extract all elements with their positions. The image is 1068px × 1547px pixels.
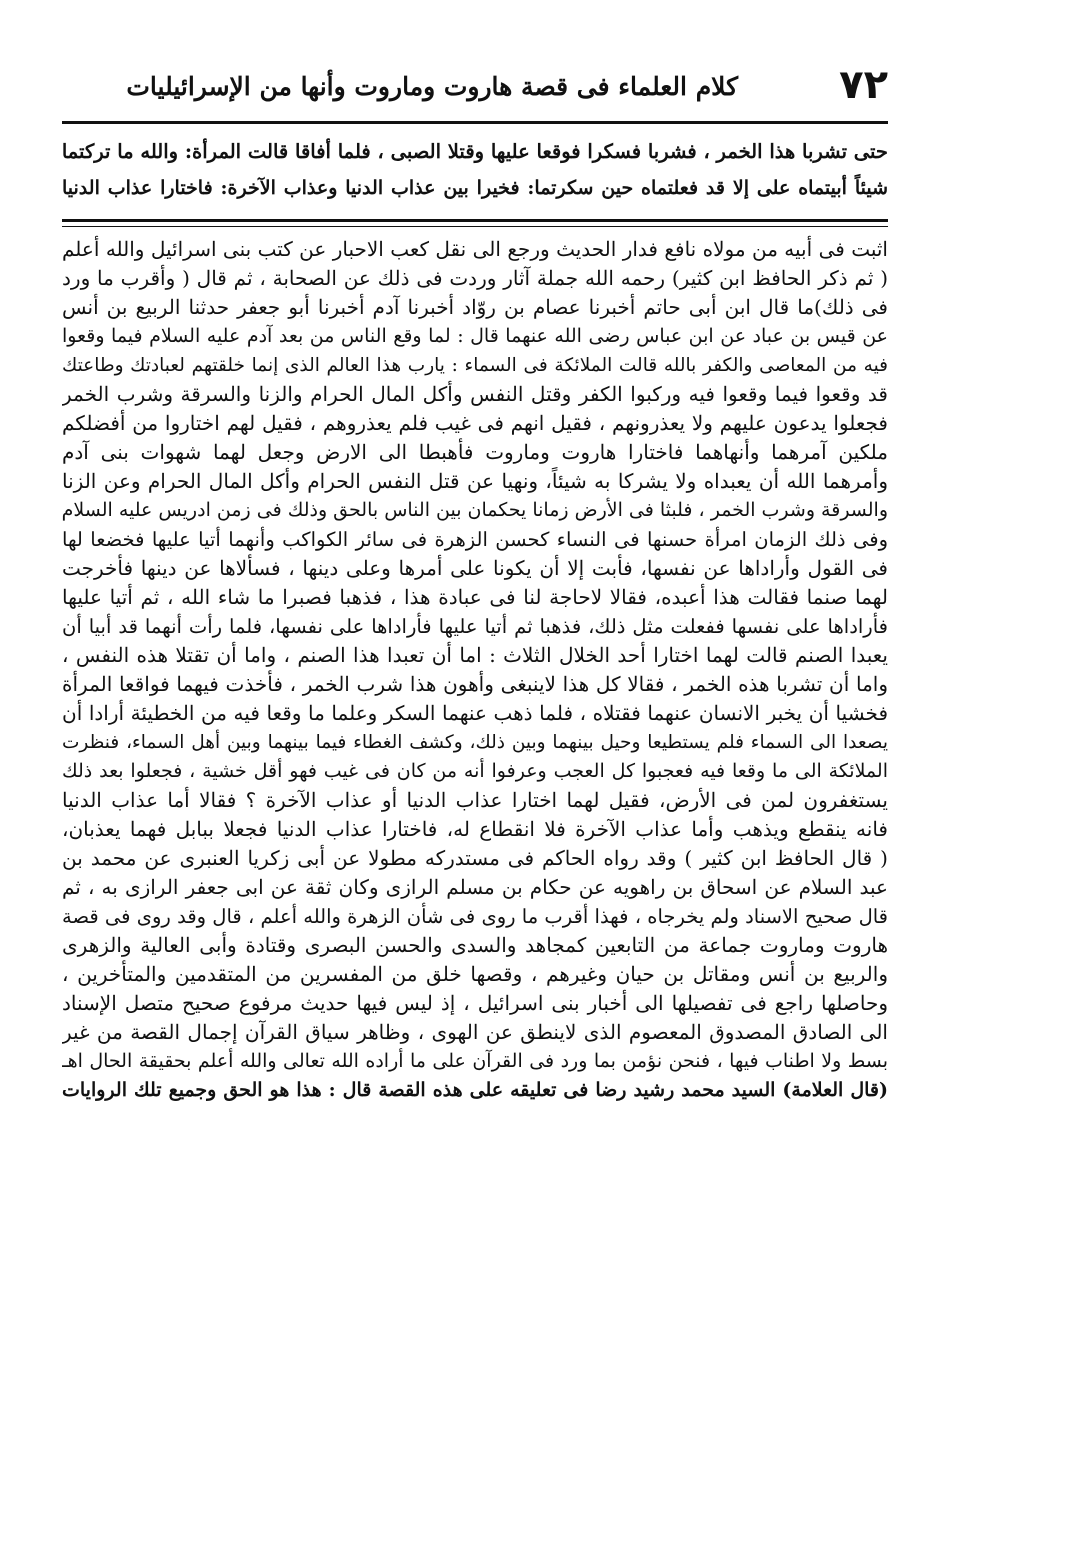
commentary-line: يستغفرون لمن فى الأرض، فقيل لهما اختارا عذاب الدنيا أو عذاب الآخرة ؟ فقالا أما عذاب الدنيا [62, 788, 888, 812]
commentary-line: عبد السلام عن اسحاق بن راهويه عن حكام بن مسلم الرازى وكان ثقة عن ابى جعفر الرازى به ، ثم [62, 875, 888, 899]
commentary-line: ملكين آمرهما وأنهاهما فاختارا هاروت وماروت فأهبطا الى الارض وجعل لهما شهوات بنى آدم [62, 440, 888, 464]
quran-line: شيئاً أبيتماه على إلا قد فعلتماه حين سكرتما: فخيرا بين عذاب الدنيا وعذاب الآخرة: فاختارا عذاب الدنيا [62, 177, 888, 199]
commentary-line: وأمرهما الله أن يعبداه ولا يشركا به شيئاً، ونهيا عن قتل النفس الحرام وأكل المال الحرام وعن الزنا [62, 469, 888, 493]
commentary-line: فخشيا أن يخبر الانسان عنهما فقتلاه ، فلما ذهب عنهما السكر وعلما ما وقعا فيه من الخطيئة أرادا أن [62, 701, 888, 725]
commentary-line: اثبت فى أبيه من مولاه نافع فدار الحديث ورجع الى نقل كعب الاحبار عن كتب بنى اسرائيل والله أعلم [62, 237, 888, 261]
commentary-line: ( ثم ذكر الحافظ ابن كثير) رحمه الله جملة آثار وردت فى ذلك عن الصحابة ، ثم قال ( وأقرب ما ورد [62, 266, 888, 290]
commentary-line: واما أن تشربا هذه الخمر ، فقالا كل هذا لاينبغى وأهون هذا شرب الخمر ، فأخذت فيهما فواقعا المرأة [62, 672, 888, 696]
commentary-line: لهما صنما فقالت هذا أعبده، فقالا لاحاجة لنا فى عبادة هذا ، فذهبا فصبرا ما شاء الله ، ثم أتيا عليها [62, 585, 888, 609]
commentary-line: وحاصلها راجع فى تفصيلها الى أخبار بنى اسرائيل ، إذ ليس فيها حديث مرفوع صحيح متصل الإسناد [62, 991, 888, 1015]
commentary-line: الى الصادق المصدوق المعصوم الذى لاينطق عن الهوى ، وظاهر سياق القرآن إجمال القصة من غير [62, 1020, 888, 1044]
commentary-line: فجعلوا يدعون عليهم ولا يعذرونهم ، فقيل انهم فى غيب فلم يعذروهم ، فقيل لهم اختاروا من أفضلكم [62, 411, 888, 435]
commentary-line: (قال العلامة) السيد محمد رشيد رضا فى تعليقه على هذه القصة قال : هذا هو الحق وجميع تلك الروايات [62, 1079, 888, 1101]
commentary-line: ( قال الحافظ ابن كثير ) وقد رواه الحاكم فى مستدركه مطولا عن أبى زكريا العنبرى عن محمد بن [62, 846, 888, 870]
commentary-line: فى القول وأراداها عن نفسها، فأبت إلا أن يكونا على أمرها وعلى دينها ، فسألاها عن دينها فأخرجت [62, 556, 888, 580]
quran-excerpt [62, 134, 888, 206]
page-number: ٧٢ [839, 62, 888, 108]
commentary-line: يعبدا الصنم قالت لهما اختارا أحد الخلال الثلاث : اما أن تعبدا هذا الصنم ، واما أن تقتلا هذه النفس ، [62, 643, 888, 667]
commentary-line: فأراداها على نفسها ففعلت مثل ذلك، فذهبا ثم أتيا عليها فأراداها على نفسها، فلما رأت أنهما قد أبيا أن [62, 615, 888, 638]
commentary-line: قد وقعوا فيما وقعوا فيه وركبوا الكفر وقتل النفس وأكل المال الحرام والزنا والسرقة وشرب الخمر [62, 382, 888, 406]
commentary-line: قال صحيح الاسناد ولم يخرجاه ، فهذا أقرب ما روى فى شأن الزهرة والله أعلم ، قال وقد روى فى قصة [62, 905, 888, 928]
page-header [62, 62, 888, 110]
commentary-line: هاروت وماروت جماعة من التابعين كمجاهد والسدى والحسن البصرى وقتادة وأبى العالية والزهرى [62, 933, 888, 957]
commentary-line: والسرقة وشرب الخمر ، فلبثا فى الأرض زمانا يحكمان بين الناس بالحق وذلك فى زمن ادريس عليه السلام [62, 499, 888, 521]
commentary-line: فانه ينقطع ويذهب وأما عذاب الآخرة فلا انقطاع له، فاختارا عذاب الدنيا فجعلا ببابل فهما يعذبان، [62, 817, 888, 841]
header-rule [62, 121, 888, 124]
commentary-line: عن قيس بن عباد عن ابن عباس رضى الله عنهما قال : لما وقع الناس من بعد آدم عليه السلام فيما وقعوا [62, 325, 888, 347]
commentary-line: فيه من المعاصى والكفر بالله قالت الملائكة فى السماء : يارب هذا العالم الذى إنما خلقتهم لعبادتك وطاعتك [62, 355, 888, 376]
running-title: كلام العلماء فى قصة هاروت وماروت وأنها من الإسرائيليات [126, 72, 738, 101]
commentary-line: والربيع بن أنس ومقاتل بن حيان وغيرهم ، وقصها خلق من المفسرين من المتقدمين والمتأخرين ، [62, 962, 888, 986]
section-rule-upper [62, 219, 888, 222]
quran-line: حتى تشربا هذا الخمر ، فشربا فسكرا فوقعا عليها وقتلا الصبى ، فلما أفاقا قالت المرأة: والله ما تركتما [62, 140, 888, 163]
commentary-line: يصعدا الى السماء فلم يستطيعا وحيل بينهما وبين ذلك، وكشف الغطاء فيما بينهما وبين أهل السماء، فنظرت [62, 732, 888, 753]
commentary-body [62, 235, 888, 1105]
commentary-line: بسط ولا اطناب فيها ، فنحن نؤمن بما ورد فى القرآن على ما أراده الله تعالى والله أعلم بحقيقة الحال اهـ [62, 1050, 888, 1072]
commentary-line: وفى ذلك الزمان امرأة حسنها فى النساء كحسن الزهرة فى سائر الكواكب وأنهما أتيا عليها فخضعا لها [62, 528, 888, 551]
commentary-line: الملائكة الى ما وقعا فيه فعجبوا كل العجب وعرفوا أنه من كان فى غيب فهو أقل خشية ، فجعلوا بعد ذلك [62, 760, 888, 782]
section-rule-lower [62, 226, 888, 227]
commentary-line: فى ذلك)ما قال ابن أبى حاتم أخبرنا عصام بن روّاد أخبرنا آدم أخبرنا أبو جعفر حدثنا الربيع بن أنس [62, 295, 888, 319]
